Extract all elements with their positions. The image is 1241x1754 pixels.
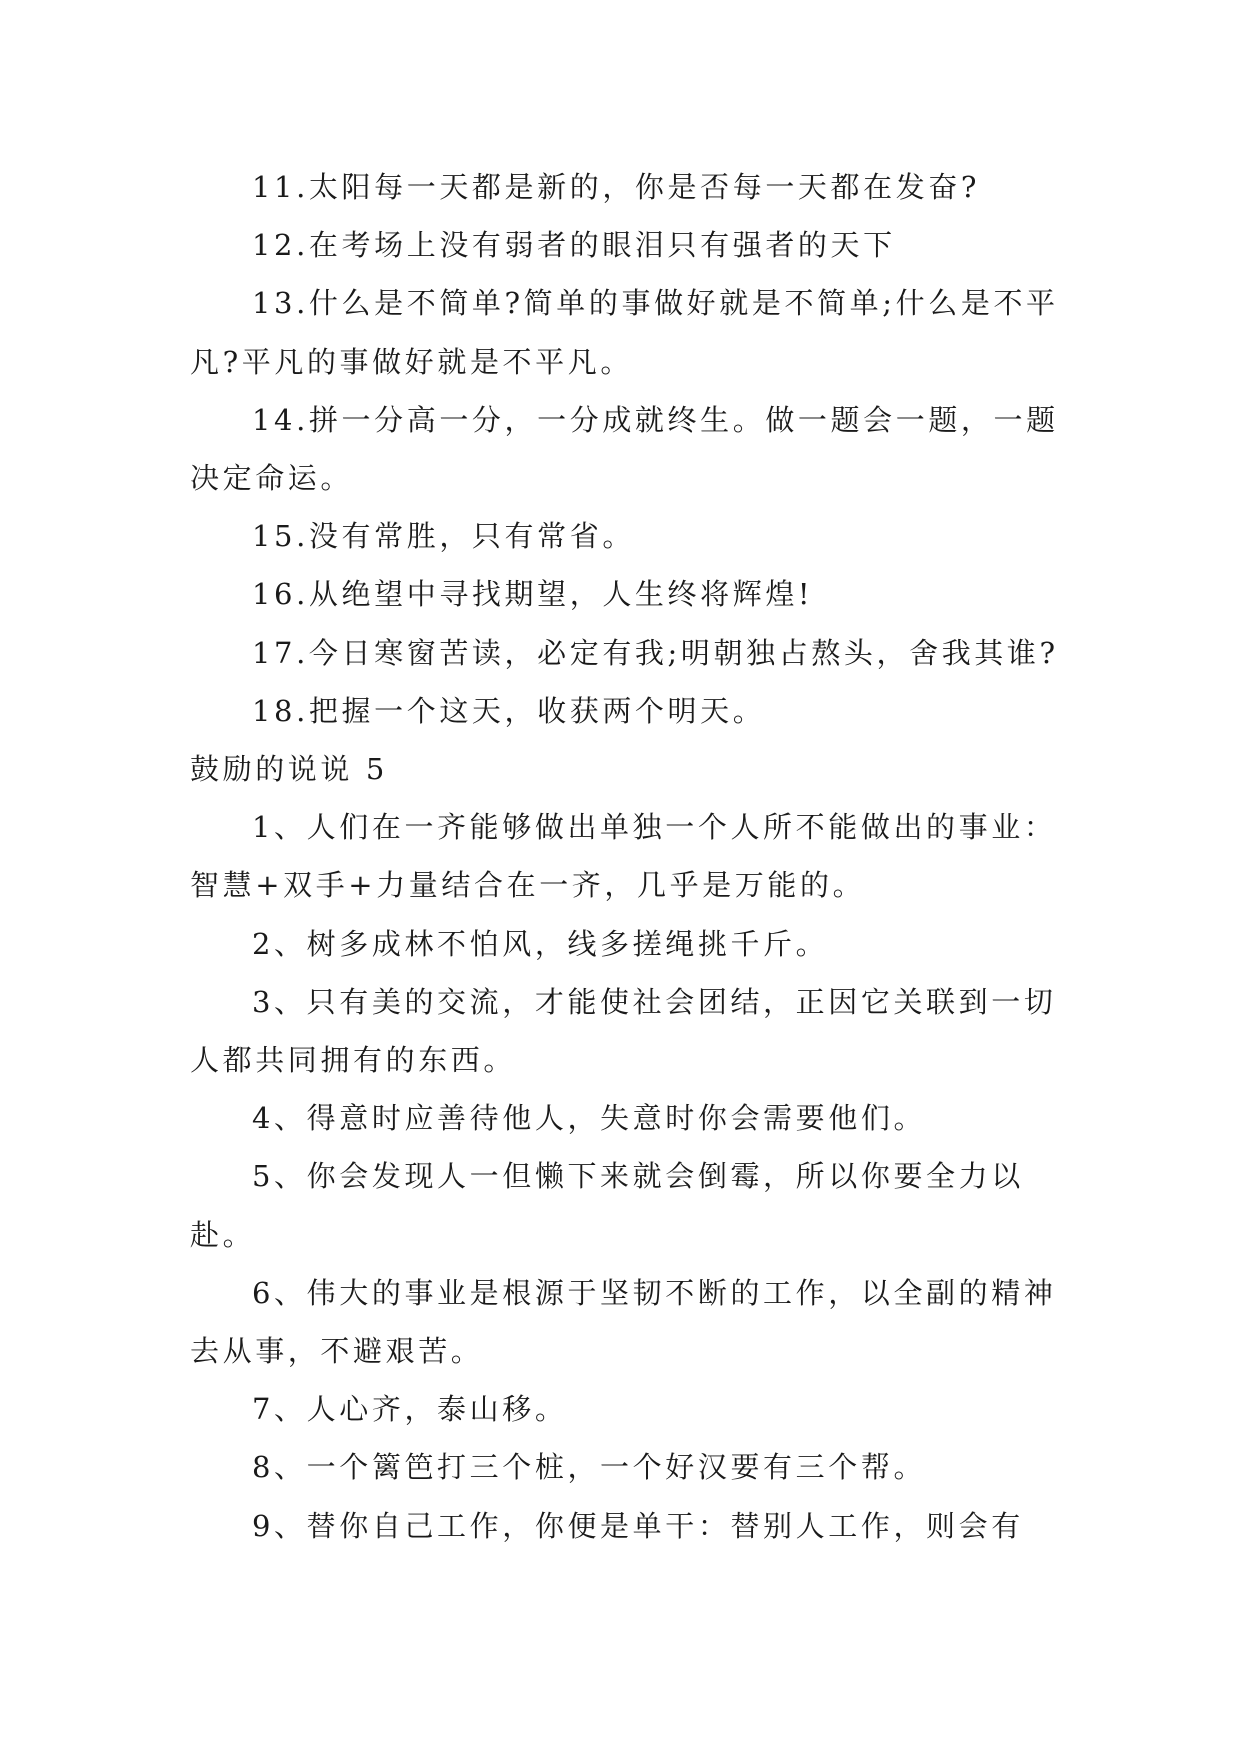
list-item: 2、树多成林不怕风，线多搓绳挑千斤。 — [252, 926, 829, 961]
list-item: 1、人们在一齐能够做出单独一个人所不能做出的事业：智慧+双手+力量结合在一齐，几乎是万能的。 — [190, 810, 1057, 903]
list-item: 12.在考场上没有弱者的眼泪只有强者的天下 — [252, 228, 896, 263]
list-item: 15.没有常胜，只有常省。 — [252, 519, 635, 554]
list-item: 16.从绝望中寻找期望，人生终将辉煌! — [252, 577, 814, 612]
list-item: 18.把握一个这天，收获两个明天。 — [252, 693, 766, 728]
document-body — [190, 158, 1070, 1555]
list-item: 5、你会发现人一但懒下来就会倒霉，所以你要全力以赴。 — [190, 1159, 1024, 1252]
list-item: 13.什么是不简单?简单的事做好就是不简单;什么是不平凡?平凡的事做好就是不平凡。 — [190, 286, 1059, 379]
list-item: 9、替你自己工作，你便是单干：替别人工作，则会有 — [252, 1508, 1024, 1543]
list-item: 7、人心齐，泰山移。 — [252, 1392, 568, 1427]
list-item: 14.拼一分高一分，一分成就终生。做一题会一题，一题决定命运。 — [190, 402, 1059, 496]
list-item: 17.今日寒窗苦读，必定有我;明朝独占熬头，舍我其谁? — [252, 635, 1059, 670]
list-item: 4、得意时应善待他人，失意时你会需要他们。 — [252, 1101, 927, 1136]
list-item: 11.太阳每一天都是新的，你是否每一天都在发奋? — [252, 170, 981, 204]
list-item: 3、只有美的交流，才能使社会团结，正因它关联到一切人都共同拥有的东西。 — [190, 984, 1057, 1078]
list-item: 6、伟大的事业是根源于坚韧不断的工作，以全副的精神去从事，不避艰苦。 — [190, 1275, 1057, 1369]
section-heading: 鼓励的说说 5 — [190, 752, 388, 787]
list-item: 8、一个篱笆打三个桩，一个好汉要有三个帮。 — [252, 1450, 927, 1485]
